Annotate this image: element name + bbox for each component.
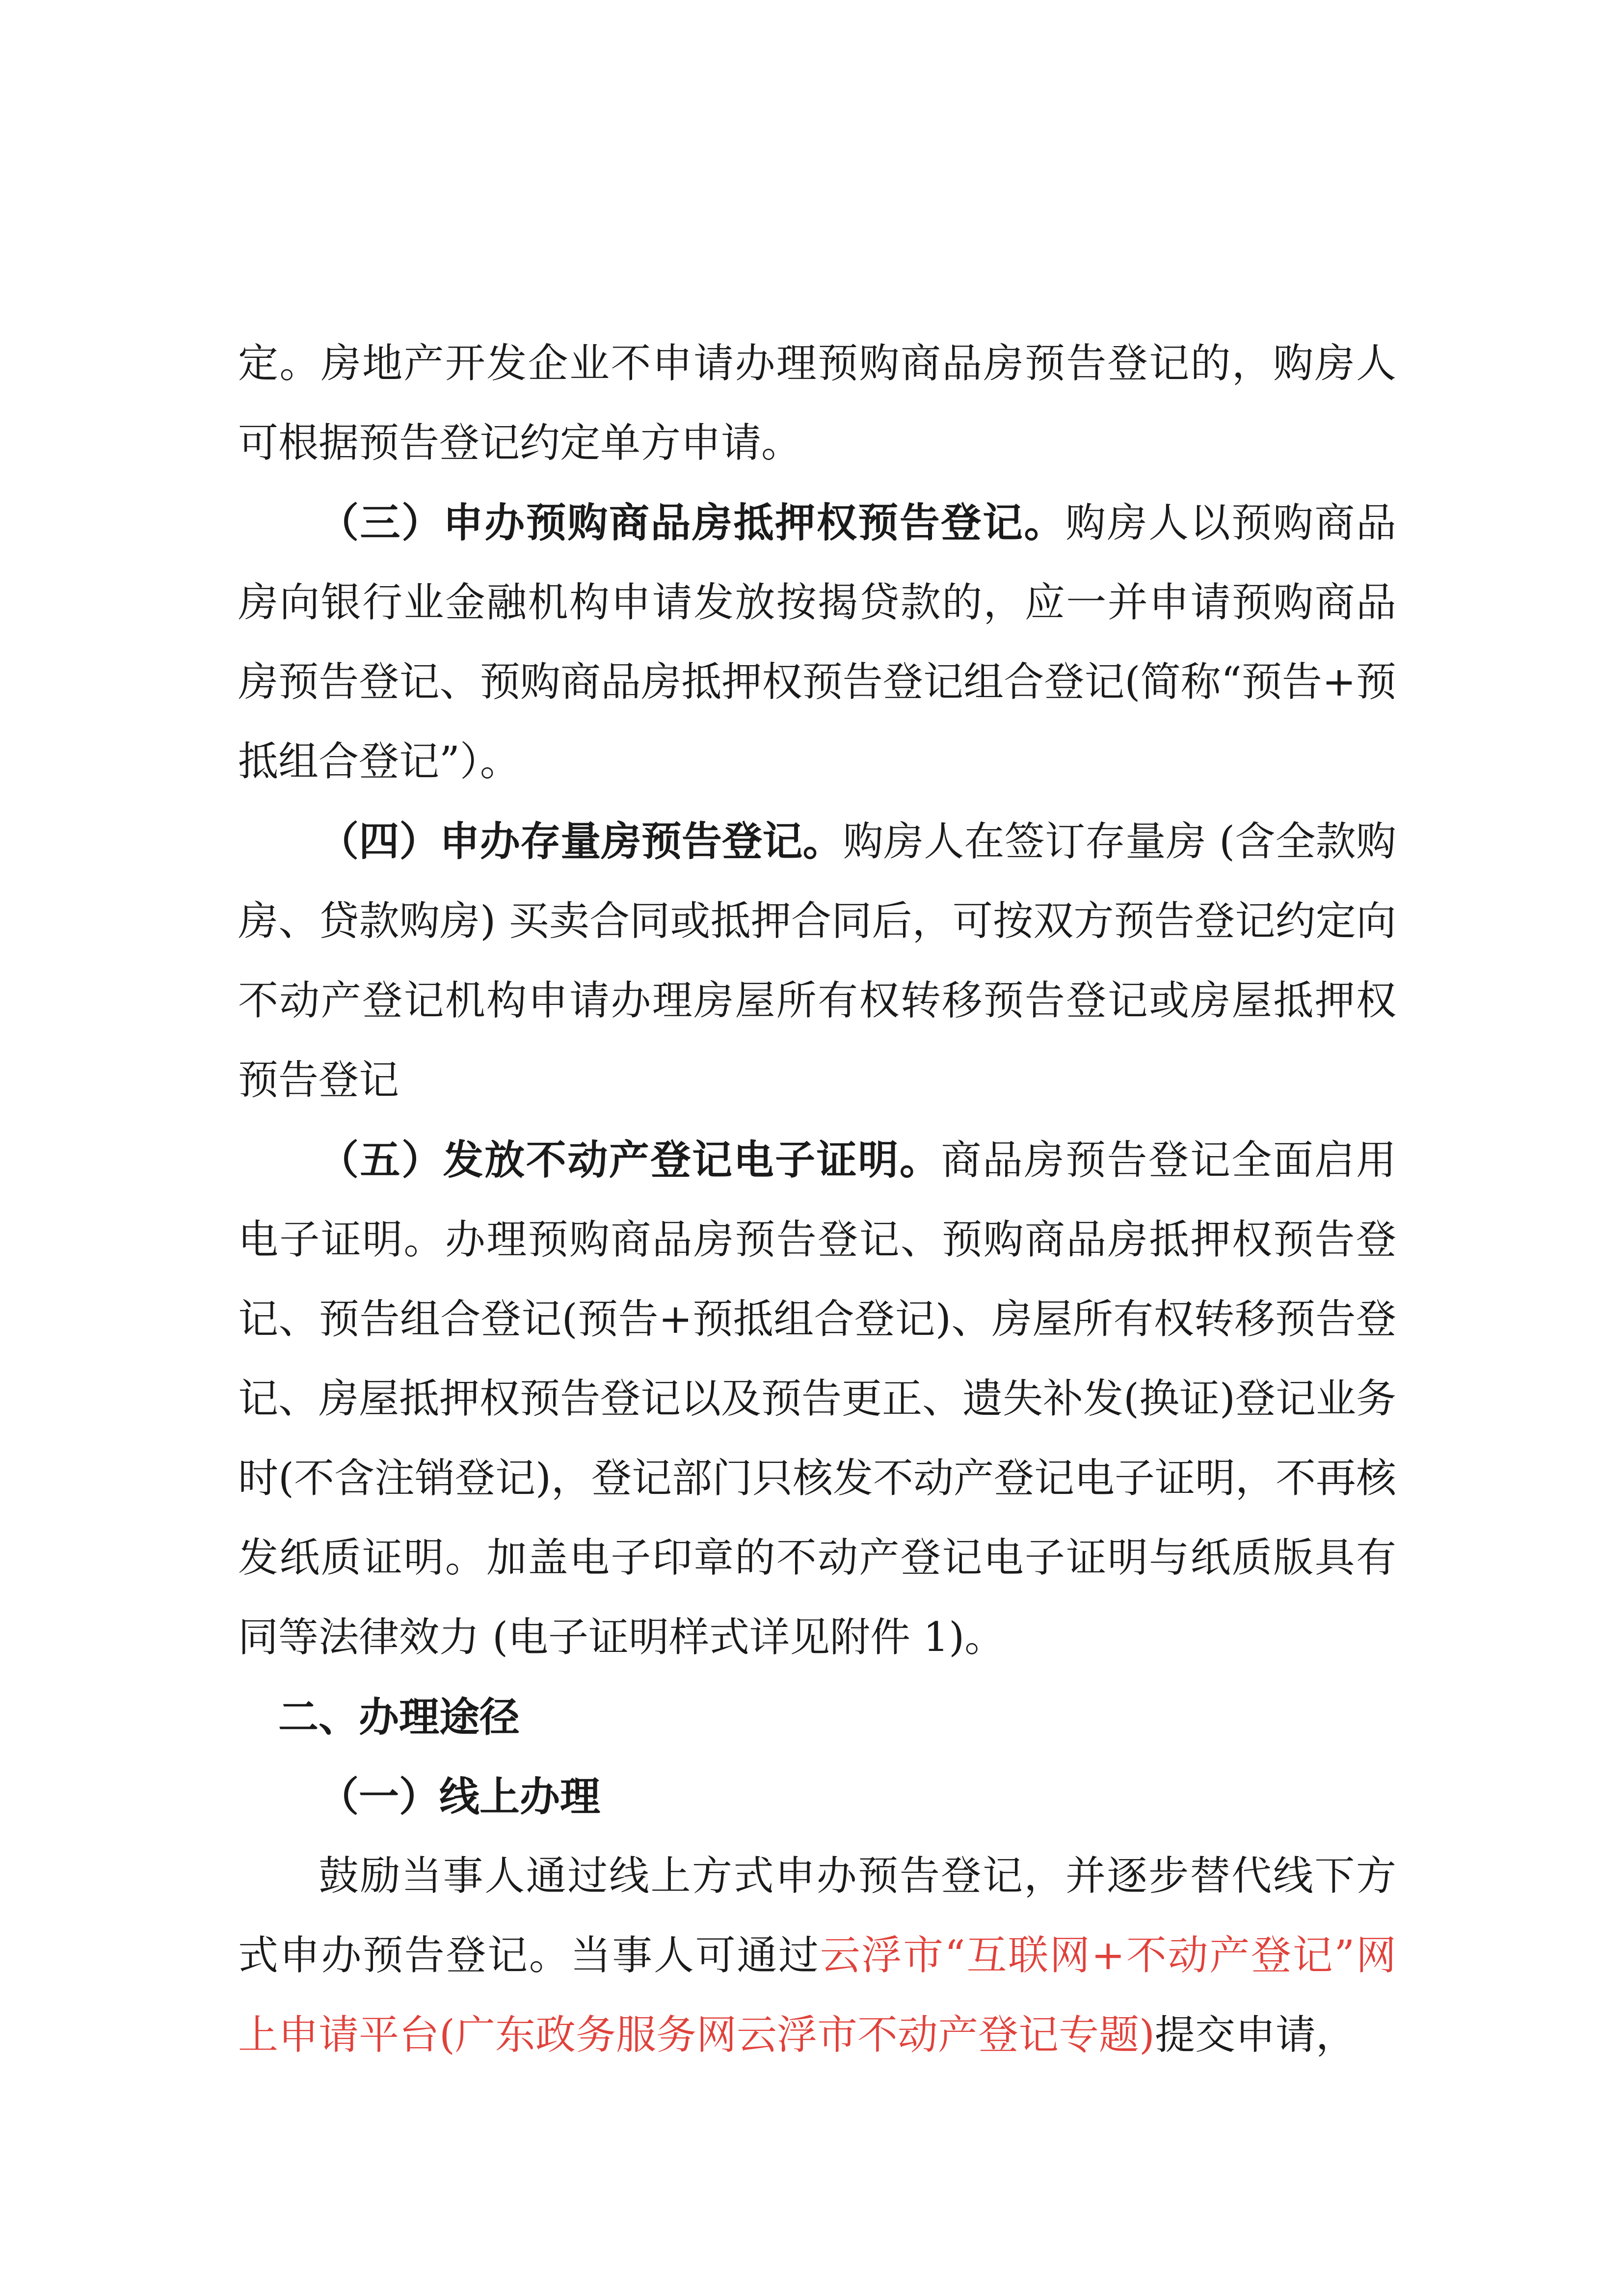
paragraph-continuation <box>238 324 1396 483</box>
heading-level-2: （一）线上办理 <box>319 1773 601 1820</box>
section-title: （四）申办存量房预告登记。 <box>319 818 843 865</box>
paragraph-online <box>238 1837 1396 2075</box>
section-body: 商品房预告登记全面启用电子证明。办理预购商品房预告登记、预购商品房抵押权预告登记、预告组合登记(预告+预抵组合登记)、房屋所有权转移预告登记、房屋抵押权预告登记以及预告更正、遗失补发(换证)登记业务时(不含注销登记)，登记部门只核发不动产登记电子证明，不再核发纸质证明。加盖电子印章的不动产登记电子证明与纸质版具有同等法律效力 (电子证明样式详见附件 1)。 <box>238 1137 1396 1661</box>
paragraph-text: 鼓励当事人通过线上方式申办预告登记，并逐步替代线下方式申办预告登记。当事人可通过 <box>238 1853 1396 1979</box>
paragraph-text: 定。房地产开发企业不申请办理预购商品房预告登记的，购房人可根据预告登记约定单方申请。 <box>238 340 1396 466</box>
section-title: （三）申办预购商品房抵押权预告登记。 <box>319 499 1066 546</box>
paragraph-section-4 <box>238 802 1396 1120</box>
section-title: （五）发放不动产登记电子证明。 <box>319 1136 941 1184</box>
paragraph-section-5 <box>238 1120 1396 1677</box>
paragraph-text-end: 提交申请， <box>1154 2012 1356 2058</box>
document-body <box>238 324 1396 2075</box>
highlighted-platform-text: 云浮市“互联网+不动产登记”网上申请平台(广东政务服务网云浮市不动产登记专题) <box>238 1932 1396 2058</box>
heading-level-1: 二、办理途径 <box>278 1694 520 1741</box>
section-body: 购房人以预购商品房向银行业金融机构申请发放按揭贷款的，应一并申请预购商品房预告登记、预购商品房抵押权预告登记组合登记(简称“预告+预抵组合登记”）。 <box>238 500 1396 785</box>
paragraph-section-3 <box>238 483 1396 802</box>
section-body: 购房人在签订存量房 (含全款购房、贷款购房) 买卖合同或抵押合同后，可按双方预告登记约定向不动产登记机构申请办理房屋所有权转移预告登记或房屋抵押权预告登记 <box>238 818 1396 1104</box>
